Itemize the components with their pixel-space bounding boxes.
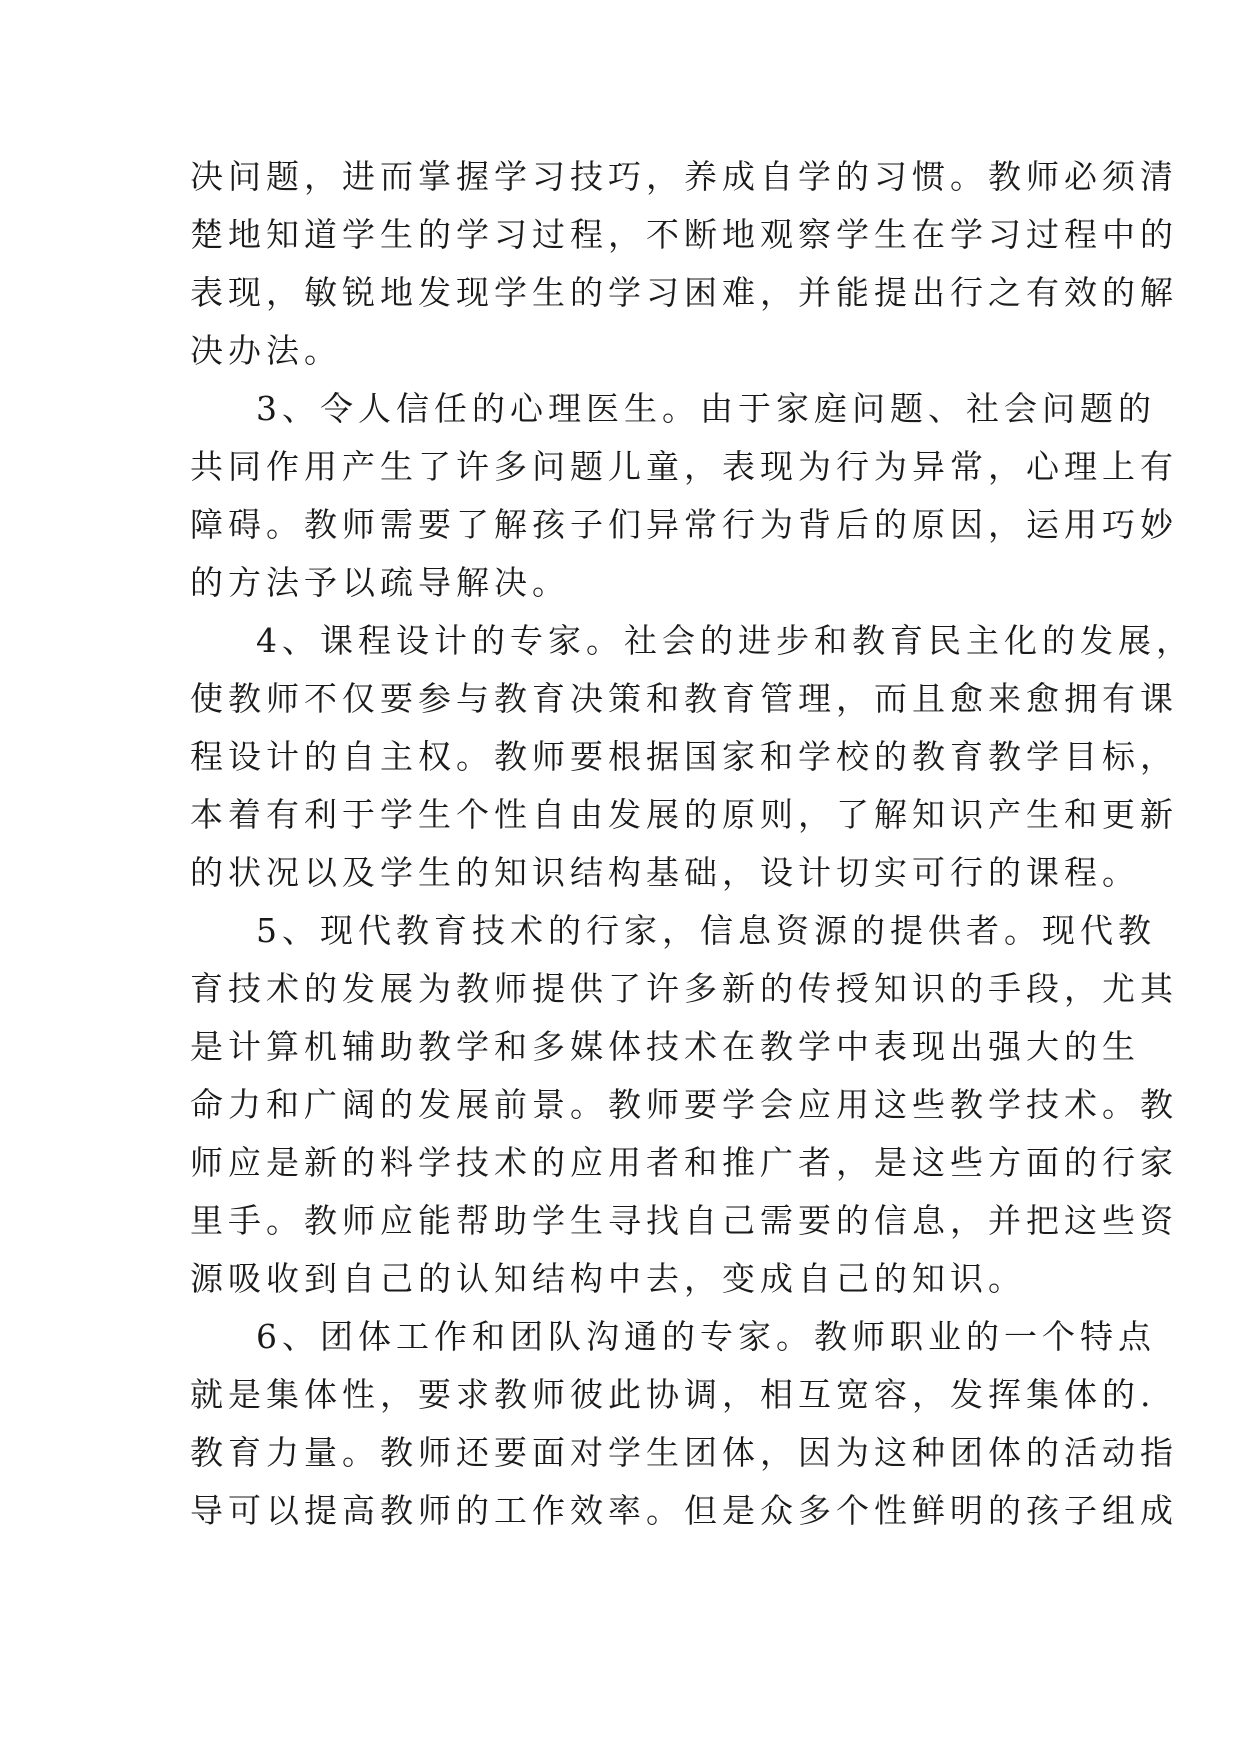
text-line: 本着有利于学生个性自由发展的原则，了解知识产生和更新 — [190, 795, 1178, 834]
text-line: 障碍。教师需要了解孩子们异常行为背后的原因，运用巧妙 — [190, 505, 1178, 544]
text-line: 使教师不仅要参与教育决策和教育管理，而且愈来愈拥有课 — [190, 679, 1178, 718]
text-line: 育技术的发展为教师提供了许多新的传授知识的手段，尤其 — [190, 969, 1178, 1008]
text-line: 就是集体性，要求教师彼此协调，相互宽容，发挥集体的. — [190, 1375, 1156, 1414]
text-line: 决办法。 — [190, 331, 342, 370]
text-line: 程设计的自主权。教师要根据国家和学校的教育教学目标， — [190, 737, 1178, 776]
text-line: 6、团体工作和团队沟通的专家。教师职业的一个特点 — [256, 1317, 1156, 1356]
document-page — [190, 148, 1194, 1540]
text-line: 是计算机辅助教学和多媒体技术在教学中表现出强大的生 — [190, 1027, 1140, 1066]
text-line: 源吸收到自己的认知结构中去，变成自己的知识。 — [190, 1259, 1026, 1298]
text-line: 决问题，进而掌握学习技巧，养成自学的习惯。教师必须清 — [190, 157, 1178, 196]
document-body — [190, 148, 1194, 1540]
text-line: 的状况以及学生的知识结构基础，设计切实可行的课程。 — [190, 853, 1140, 892]
text-line: 教育力量。教师还要面对学生团体，因为这种团体的活动指 — [190, 1433, 1178, 1472]
text-line: 4、课程设计的专家。社会的进步和教育民主化的发展， — [256, 621, 1194, 660]
text-line: 楚地知道学生的学习过程，不断地观察学生在学习过程中的 — [190, 215, 1178, 254]
text-line: 师应是新的料学技术的应用者和推广者，是这些方面的行家 — [190, 1143, 1178, 1182]
text-line: 导可以提高教师的工作效率。但是众多个性鲜明的孩子组成 — [190, 1491, 1178, 1530]
text-line: 5、现代教育技术的行家，信息资源的提供者。现代教 — [256, 911, 1156, 950]
text-line: 的方法予以疏导解决。 — [190, 563, 570, 602]
text-line: 命力和广阔的发展前景。教师要学会应用这些教学技术。教 — [190, 1085, 1178, 1124]
text-line: 表现，敏锐地发现学生的学习困难，并能提出行之有效的解 — [190, 273, 1178, 312]
text-line: 里手。教师应能帮助学生寻找自己需要的信息，并把这些资 — [190, 1201, 1178, 1240]
text-line: 共同作用产生了许多问题儿童，表现为行为异常，心理上有 — [190, 447, 1178, 486]
text-line: 3、令人信任的心理医生。由于家庭问题、社会问题的 — [256, 389, 1156, 428]
